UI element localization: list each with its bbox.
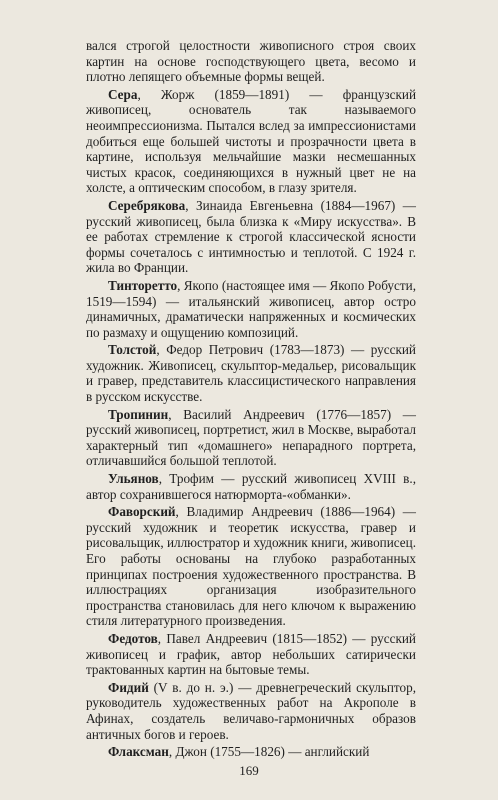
entry-term: Тинторетто (108, 277, 178, 293)
entry-text: , Владимир Андреевич (1886—1964) — русский художник и теоретик искусства, гравер и рисовальщик, иллюстратор и художник книги, живописец. Его работы основаны на глубоко разработанных принципах построения художественного пространства. В иллюстрациях организация изобразительного пространства становилась для него ключом к выражению стиля литературного произведения. (86, 504, 416, 629)
entry-text: , Василий Андреевич (1776—1857) — русский живописец, портретист, жил в Москве, выработал характерный тип «домашнего» непарадного портрета, отличавшийся большой теплотой. (86, 406, 416, 469)
entry-text: , Жорж (1859—1891) — французский живописец, основатель так называемого неоимпрессионизма. Пытался вслед за импрессионистами добиться еще большей чистоты и прозрачности цвета в картине, используя мельчайшие мазки несмешанных чистых красок, соединяющихся в нужный цвет не на холсте, а оптическим способом, в глазу зрителя. (86, 86, 416, 196)
entry-serebryakova (86, 198, 416, 276)
entry-tintoretto (86, 278, 416, 340)
entry-text: , Якопо (настоящее имя — Якопо Робусти, 1519—1594) — итальянский живописец, автор остро динамичных, драматически напряженных и космических по размаху и ощущению композиций. (86, 277, 416, 340)
entry-text: , Трофим — русский живописец XVIII в., автор сохранившегося натюрморта-«обманки». (86, 471, 416, 502)
entry-term: Фаворский (108, 504, 176, 520)
entry-favorsky (86, 504, 416, 629)
entry-term: Сера (108, 86, 138, 102)
entry-term: Ульянов (108, 471, 159, 487)
entry-text: вался строгой целостности живописного строя своих картин на основе господствующего цвета, весомо и плотно лепящего объемные формы вещей. (86, 38, 416, 85)
entry-tropinin (86, 407, 416, 469)
entry-term: Серебрякова (108, 197, 186, 213)
entry-ulyanov (86, 471, 416, 502)
entry-term: Флаксман (108, 744, 169, 760)
entry-tolstoy (86, 342, 416, 404)
entry-flaxman (86, 744, 416, 760)
entry-text: , Федор Петрович (1783—1873) — русский художник. Живописец, скульптор-медальер, рисовальщик и гравер, представитель классицистического направления в русском искусстве. (86, 342, 416, 405)
entry-sera (86, 87, 416, 196)
entry-term: Федотов (108, 630, 158, 646)
entry-fedotov (86, 631, 416, 678)
entry-text: , Джон (1755—1826) — английский (168, 744, 370, 760)
entry-text: (V в. до н. э.) — древнегреческий скульптор, руководитель художественных работ на Акрополе в Афинах, создатель величаво-гармоничных образов античных богов и героев. (86, 679, 416, 742)
entry-term: Фидий (108, 679, 149, 695)
page-number: 169 (239, 763, 259, 778)
entry-continuation (86, 38, 416, 85)
entry-text: , Павел Андреевич (1815—1852) — русский живописец и график, автор небольших сатирически трактованных картин на бытовые темы. (86, 630, 416, 678)
entry-term: Тропинин (108, 406, 169, 422)
dictionary-text (86, 38, 416, 762)
entry-fidiy (86, 680, 416, 742)
entry-term: Толстой (108, 342, 157, 358)
entry-text: , Зинаида Евгеньевна (1884—1967) — русский живописец, была близка к «Миру искусства». В ее работах стремление к строгой классической ясности формы сочеталось с интимностью и теплотой. С 1924 г. жила во Франции. (86, 197, 416, 276)
